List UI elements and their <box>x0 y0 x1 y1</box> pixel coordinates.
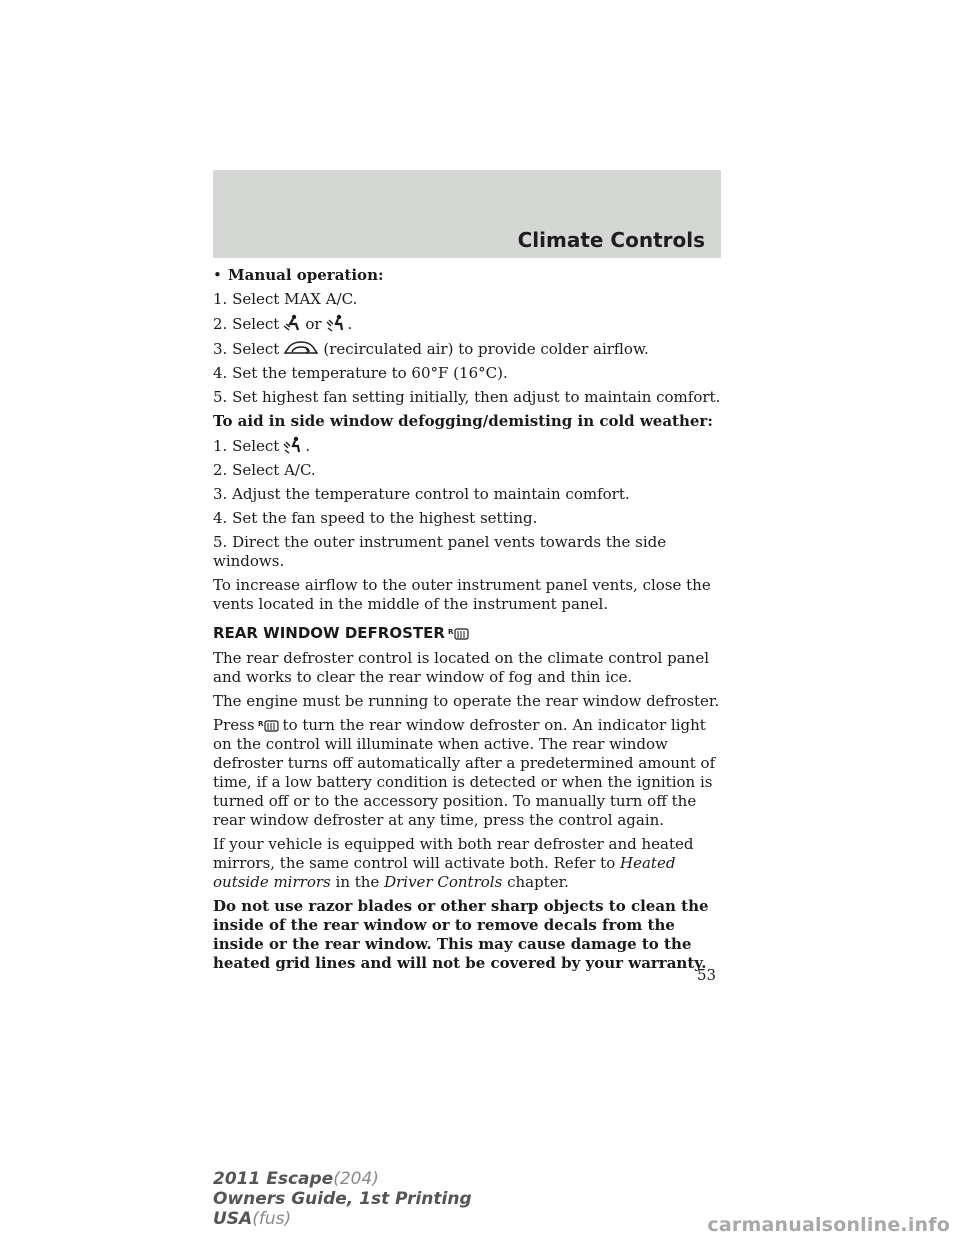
manual-step-4: 4. Set the temperature to 60°F (16°C). <box>213 364 508 382</box>
manual-step-2: 2. Select or . <box>213 315 353 333</box>
floor-defrost-mode-icon <box>325 314 345 332</box>
manual-operation-heading: • Manual operation: <box>213 266 384 284</box>
floor-defrost-mode-icon <box>282 436 302 454</box>
section-header-band <box>213 170 721 258</box>
bullet: • <box>213 266 222 284</box>
warning-text: Do not use razor blades or other sharp objects to clean the inside of the rear window or to remove decals from the inside or the rear window. This may cause damage to the heated grid lines and will not be covered by your warranty. <box>213 897 709 972</box>
footer-line-3: USA(fus) <box>213 1209 292 1229</box>
footer-line-2: Owners Guide, 1st Printing <box>213 1189 472 1209</box>
footer-line-1: 2011 Escape(204) <box>213 1169 379 1189</box>
recirculated-air-icon <box>282 339 320 357</box>
heated-mirrors-reference: Heated outside mirrors <box>213 854 676 891</box>
rear-defrost-icon <box>258 719 280 733</box>
manual-step-5: 5. Set highest fan setting initially, then adjust to maintain comfort. <box>213 388 721 406</box>
rear-defroster-para-1: The rear defroster control is located on the climate control panel and works to clear the rear window of fog and thin ice. <box>213 649 710 686</box>
floor-mode-icon <box>282 314 302 332</box>
rear-defrost-icon <box>448 627 470 641</box>
defog-step-4: 4. Set the fan speed to the highest setting. <box>213 509 538 527</box>
rear-defroster-heading: REAR WINDOW DEFROSTER R <box>213 624 728 643</box>
svg-text:R: R <box>257 720 263 728</box>
defog-step-2: 2. Select A/C. <box>213 461 316 479</box>
page-number: 53 <box>697 966 717 984</box>
defog-step-3: 3. Adjust the temperature control to maintain comfort. <box>213 485 630 503</box>
page-content <box>213 266 728 978</box>
rear-defroster-para-4: If your vehicle is equipped with both rear defroster and heated mirrors, the same control will activate both. Refer to Heated outside mirrors in the Driver Controls chapter. <box>213 835 694 891</box>
section-title: Climate Controls <box>517 228 705 252</box>
defog-step-1: 1. Select . <box>213 437 311 455</box>
rear-defroster-para-3: Press R to turn the rear window defroster on. An indicator light on the control will illuminate when active. The rear window defroster turns off automatically after a predetermined amount of time, if a low battery condition is detected or when the ignition is turned off or to the accessory position. To manually turn off the rear window defroster at any time, press the control again. <box>213 716 716 829</box>
driver-controls-reference: Driver Controls <box>384 873 503 891</box>
defog-step-5: 5. Direct the outer instrument panel vents towards the side windows. <box>213 533 667 570</box>
manual-step-3: 3. Select (recirculated air) to provide colder airflow. <box>213 340 649 358</box>
svg-text:R: R <box>447 628 454 636</box>
document-footer <box>213 1169 472 1229</box>
defog-heading: To aid in side window defogging/demisting in cold weather: <box>213 412 713 430</box>
manual-step-1: 1. Select MAX A/C. <box>213 290 358 308</box>
rear-defroster-para-2: The engine must be running to operate the rear window defroster. <box>213 692 720 710</box>
airflow-note: To increase airflow to the outer instrument panel vents, close the vents located in the middle of the instrument panel. <box>213 576 711 613</box>
watermark-text: carmanualsonline.info <box>707 1214 950 1236</box>
